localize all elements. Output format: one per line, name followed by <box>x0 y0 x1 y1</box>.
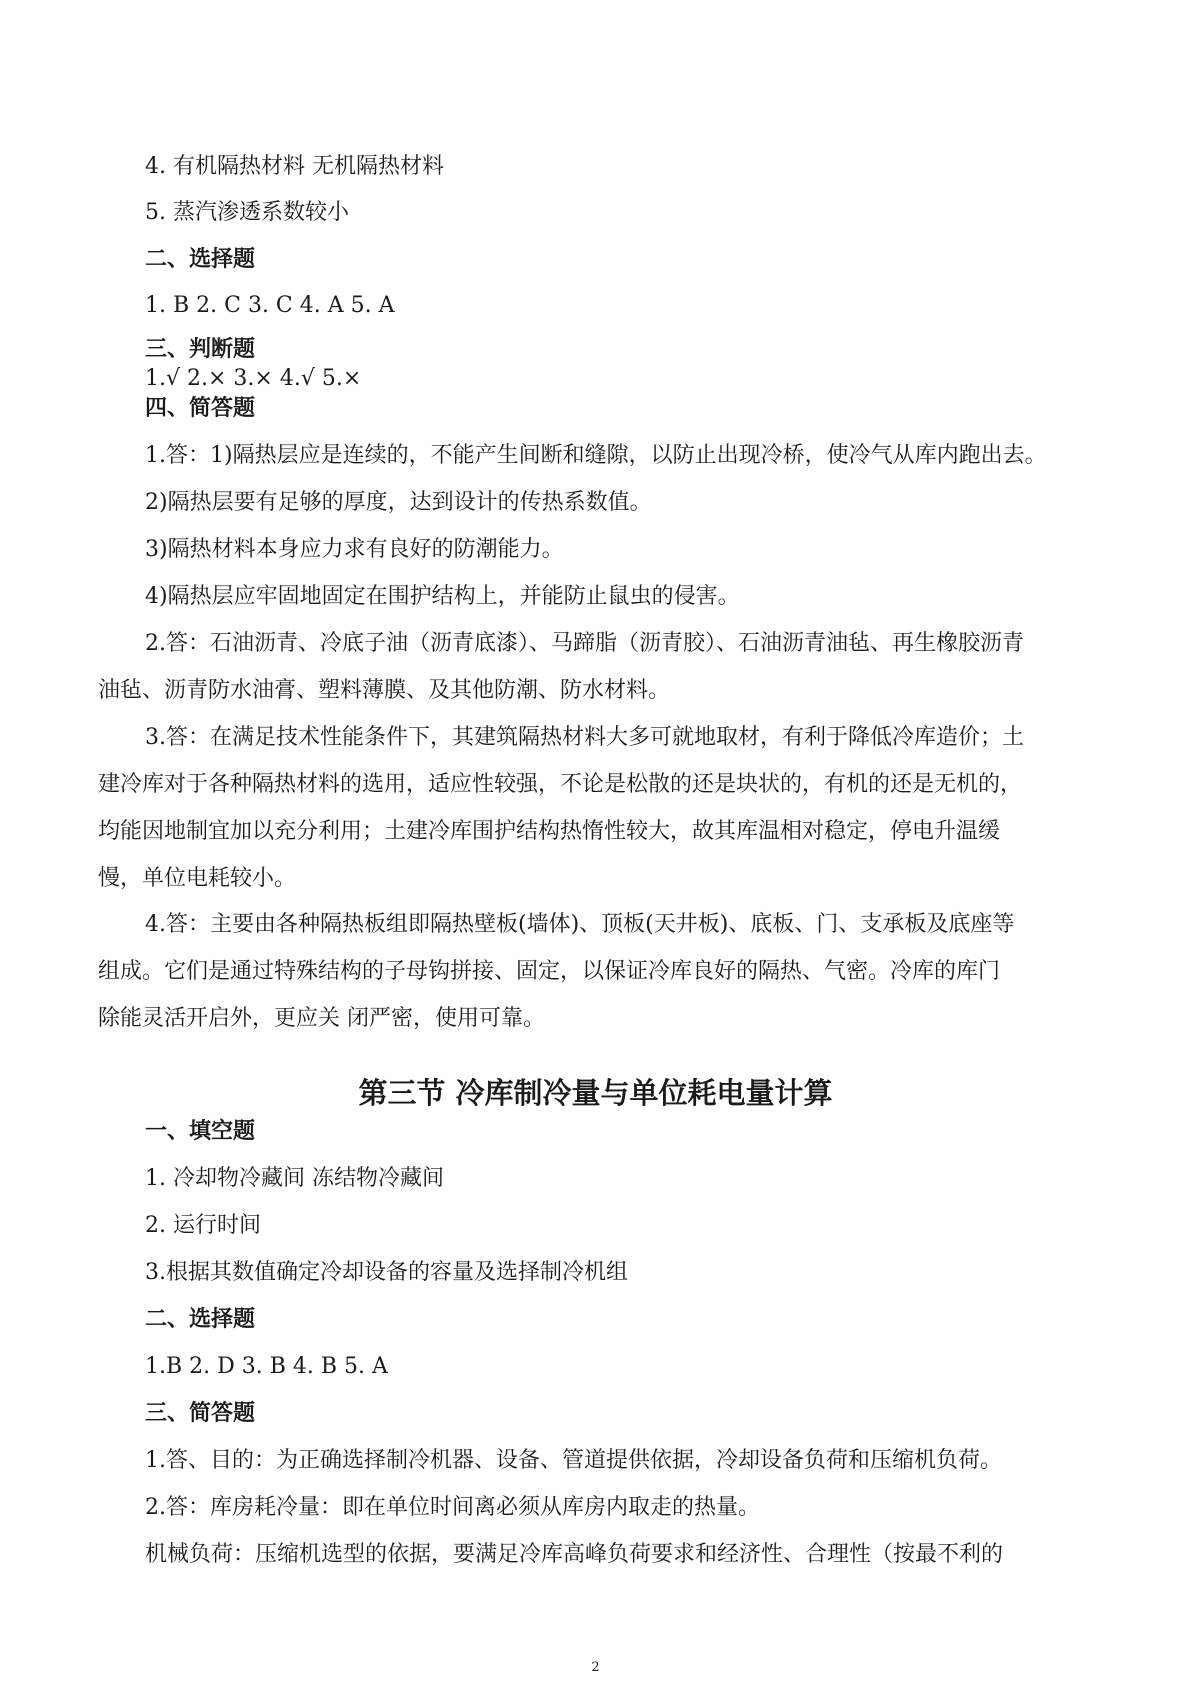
text-line: 1. 冷却物冷藏间 冻结物冷藏间 <box>145 1166 444 1191</box>
text-line: 1. B 2. C 3. C 4. A 5. A <box>145 293 395 318</box>
page-number: 2 <box>591 1660 600 1675</box>
text-line: 2.答：库房耗冷量：即在单位时间离必须从库房内取走的热量。 <box>145 1495 760 1520</box>
section-heading: 四、简答题 <box>145 396 256 421</box>
text-line: 均能因地制宜加以充分利用；土建冷库围护结构热惰性较大，故其库温相对稳定，停电升温缓 <box>98 819 1001 844</box>
text-line: 3.答：在满足技术性能条件下，其建筑隔热材料大多可就地取材，有利于降低冷库造价；土 <box>145 725 1024 750</box>
text-line: 4.答：主要由各种隔热板组即隔热壁板(墙体)、顶板(天井板)、底板、门、支承板及底座等 <box>145 912 1015 937</box>
text-line: 组成。它们是通过特殊结构的子母钩拼接、固定，以保证冷库良好的隔热、气密。冷库的库门 <box>98 959 1001 984</box>
text-line: 4)隔热层应牢固地固定在围护结构上，并能防止鼠虫的侵害。 <box>145 584 740 609</box>
text-line: 2. 运行时间 <box>145 1213 261 1238</box>
text-line: 3)隔热材料本身应力求有良好的防潮能力。 <box>145 537 564 562</box>
text-line: 1.答：1)隔热层应是连续的，不能产生间断和缝隙，以防止出现冷桥，使冷气从库内跑出去。 <box>145 443 1047 468</box>
text-line: 机械负荷：压缩机选型的依据，要满足冷库高峰负荷要求和经济性、合理性（按最不利的 <box>145 1542 1004 1567</box>
text-line: 除能灵活开启外，更应关 闭严密，使用可靠。 <box>98 1006 545 1031</box>
text-line: 1.B 2. D 3. B 4. B 5. A <box>145 1354 388 1379</box>
section-heading: 三、判断题 <box>145 337 256 362</box>
text-line: 4. 有机隔热材料 无机隔热材料 <box>145 154 444 179</box>
text-line: 油毡、沥青防水油膏、塑料薄膜、及其他防潮、防水材料。 <box>98 678 671 703</box>
text-line: 2)隔热层要有足够的厚度，达到设计的传热系数值。 <box>145 490 652 515</box>
section-heading: 二、选择题 <box>145 247 256 272</box>
text-line: 建冷库对于各种隔热材料的选用，适应性较强，不论是松散的还是块状的，有机的还是无机的， <box>98 772 1023 797</box>
chapter-title: 第三节 冷库制冷量与单位耗电量计算 <box>358 1076 833 1110</box>
text-line: 2.答：石油沥青、冷底子油（沥青底漆）、马蹄脂（沥青胶）、石油沥青油毡、再生橡胶沥青 <box>145 631 1024 656</box>
text-line: 5. 蒸汽渗透系数较小 <box>145 200 349 225</box>
section-heading: 二、选择题 <box>145 1307 256 1332</box>
text-line: 1.√ 2.× 3.× 4.√ 5.× <box>145 366 362 391</box>
text-line: 1.答、目的：为正确选择制冷机器、设备、管道提供依据，冷却设备负荷和压缩机负荷。 <box>145 1448 1002 1473</box>
text-line: 慢，单位电耗较小。 <box>98 866 297 891</box>
section-heading: 三、简答题 <box>145 1401 256 1426</box>
text-line: 3.根据其数值确定冷却设备的容量及选择制冷机组 <box>145 1260 628 1285</box>
section-heading: 一、填空题 <box>145 1119 256 1144</box>
